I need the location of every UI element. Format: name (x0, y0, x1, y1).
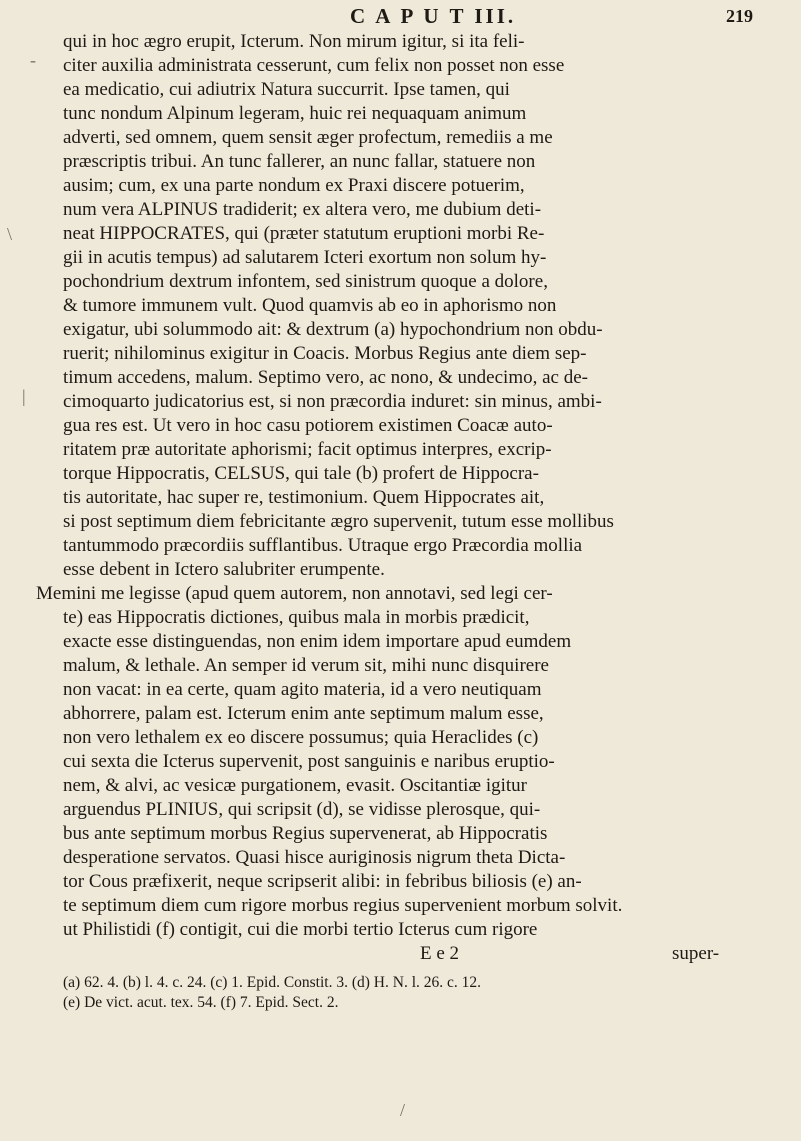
text-line: ritatem præ autoritate aphorismi; facit optimus interpres, excrip- (63, 439, 552, 460)
text-line: præscriptis tribui. An tunc fallerer, an nunc fallar, statuere non (63, 151, 536, 172)
text-line: te) eas Hippocratis dictiones, quibus mala in morbis prædicit, (63, 607, 530, 628)
text-line: malum, & lethale. An semper id verum sit, mihi nunc disquirere (63, 655, 549, 676)
text-line: exigatur, ubi solummodo ait: & dextrum (a) hypochondrium non obdu- (63, 319, 603, 340)
text-line: te septimum diem cum rigore morbus regius supervenient morbum solvit. (63, 895, 623, 916)
margin-pencil-mark: / (400, 1100, 406, 1120)
catchword: super- (672, 943, 720, 964)
text-line: qui in hoc ægro erupit, Icterum. Non mirum igitur, si ita feli- (63, 31, 525, 52)
running-head: C A P U T III. (350, 4, 517, 28)
text-line: adverti, sed omnem, quem sensit æger profectum, remediis a me (63, 127, 553, 148)
text-line: non vacat: in ea certe, quam agito materia, id a vero neutiquam (63, 679, 542, 700)
text-line: citer auxilia administrata cesserunt, cum felix non posset non esse (63, 55, 565, 76)
text-line: gua res est. Ut vero in hoc casu potiorem existimen Coacæ auto- (63, 415, 553, 436)
text-line: arguendus PLINIUS, qui scripsit (d), se vidisse plerosque, qui- (63, 799, 541, 820)
text-line: desperatione servatos. Quasi hisce auriginosis nigrum theta Dicta- (63, 847, 566, 868)
text-line: num vera ALPINUS tradiderit; ex altera vero, me dubium deti- (63, 199, 542, 220)
text-line: ut Philistidi (f) contigit, cui die morbi tertio Icterus cum rigore (63, 919, 538, 940)
text-line: tis autoritate, hac super re, testimonium. Quem Hippocrates ait, (63, 487, 545, 508)
page-number: 219 (726, 6, 753, 26)
margin-pencil-mark: - (30, 50, 36, 70)
text-line: abhorrere, palam est. Icterum enim ante septimum malum esse, (63, 703, 544, 724)
text-line: neat HIPPOCRATES, qui (præter statutum eruptioni morbi Re- (63, 223, 545, 244)
text-line: timum accedens, malum. Septimo vero, ac nono, & undecimo, ac de- (63, 367, 588, 388)
text-line: tunc nondum Alpinum legeram, huic rei nequaquam animum (63, 103, 527, 124)
text-line: torque Hippocratis, CELSUS, qui tale (b) profert de Hippocra- (63, 463, 539, 484)
text-line: esse debent in Ictero salubriter erumpente. (63, 559, 385, 580)
text-line: & tumore immunem vult. Quod quamvis ab eo in aphorismo non (63, 295, 557, 316)
text-line: si post septimum diem febricitante ægro supervenit, tutum esse mollibus (63, 511, 614, 532)
text-line: bus ante septimum morbus Regius supervenerat, ab Hippocratis (63, 823, 548, 844)
text-line: ausim; cum, ex una parte nondum ex Praxi discere potuerim, (63, 175, 525, 196)
margin-pencil-mark: | (22, 386, 26, 406)
page-header (0, 2, 801, 30)
text-line: gii in acutis tempus) ad salutarem Icteri exortum non solum hy- (63, 247, 547, 268)
text-line: Memini me legisse (apud quem autorem, non annotavi, sed legi cer- (36, 583, 553, 604)
text-line: cui sexta die Icterus supervenit, post sanguinis e naribus eruptio- (63, 751, 555, 772)
text-line: ruerit; nihilominus exigitur in Coacis. Morbus Regius ante diem sep- (63, 343, 587, 364)
text-line: pochondrium dextrum infontem, sed sinistrum quoque a dolore, (63, 271, 548, 292)
text-line: cimoquarto judicatorius est, si non præcordia induret: sin minus, ambi- (63, 391, 602, 412)
margin-pencil-mark: \ (7, 224, 13, 244)
text-line: tor Cous præfixerit, neque scripserit alibi: in febribus biliosis (e) an- (63, 871, 582, 892)
text-line: non vero lethalem ex eo discere possumus; quia Heraclides (c) (63, 727, 539, 748)
text-line: exacte esse distinguendas, non enim idem importare apud eumdem (63, 631, 572, 652)
text-line: tantummodo præcordiis sufflantibus. Utraque ergo Præcordia mollia (63, 535, 583, 556)
footnote-line: (a) 62. 4. (b) l. 4. c. 24. (c) 1. Epid. Constit. 3. (d) H. N. l. 26. c. 12. (63, 974, 482, 991)
text-line: nem, & alvi, ac vesicæ purgationem, evasit. Oscitantiæ igitur (63, 775, 527, 796)
footnote-line: (e) De vict. acut. tex. 54. (f) 7. Epid. Sect. 2. (63, 994, 339, 1011)
text-line: ea medicatio, cui adiutrix Natura succurrit. Ipse tamen, qui (63, 79, 510, 100)
signature-mark: E e 2 (420, 943, 460, 964)
